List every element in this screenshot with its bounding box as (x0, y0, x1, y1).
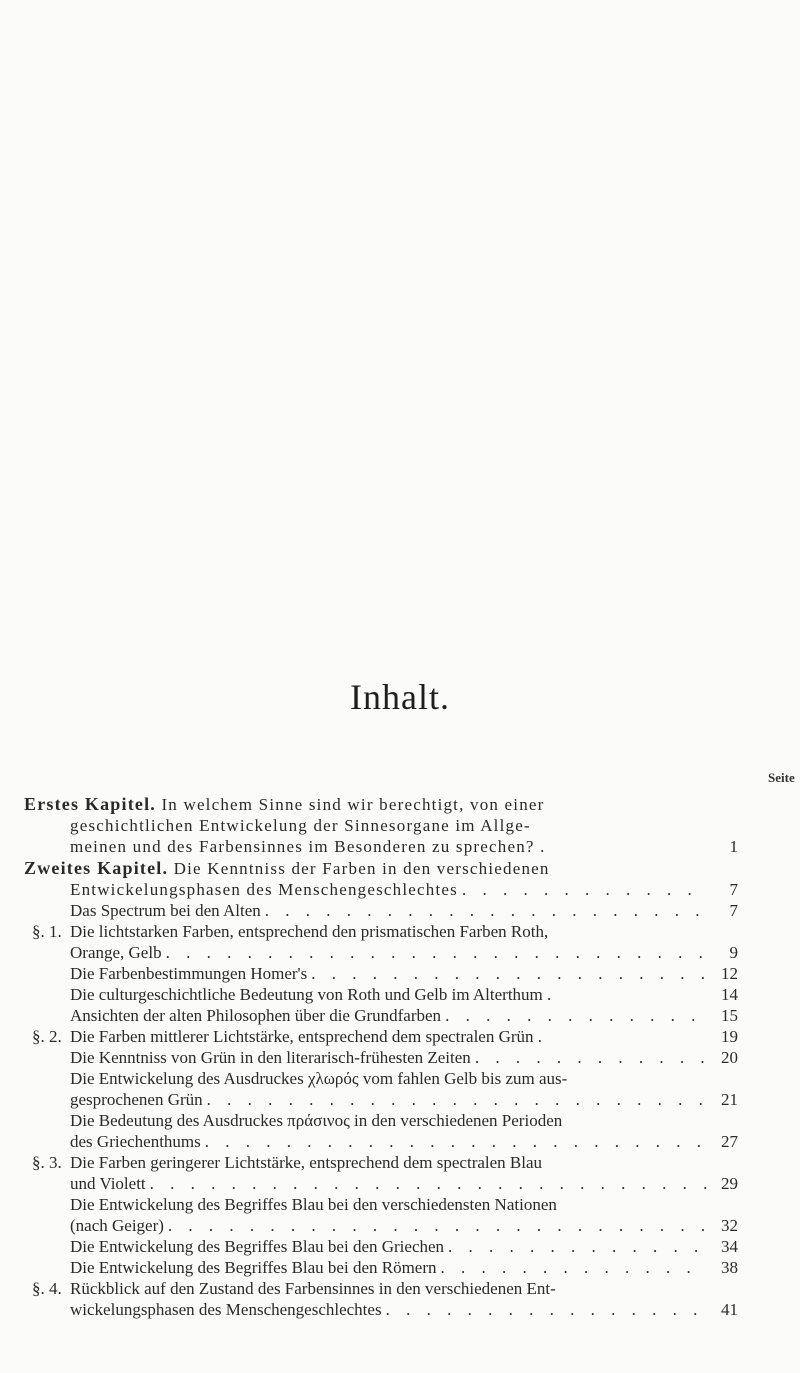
toc-line (32, 921, 738, 942)
toc-line (24, 794, 738, 815)
page-column-label: Seite (768, 770, 795, 785)
toc-line (32, 1152, 738, 1173)
page-number: 27 (721, 1132, 738, 1151)
toc-entry (70, 1257, 738, 1278)
page-number: 1 (729, 837, 738, 856)
entry-text: Die Entwickelung des Begriffes Blau bei den Griechen (70, 1237, 445, 1256)
chapter-heading: Erstes Kapitel. (24, 794, 156, 814)
entry-text: Ansichten der alten Philosophen über die Grundfarben (70, 1006, 442, 1025)
toc-entry (70, 1005, 738, 1026)
toc-line (70, 1047, 738, 1068)
toc-line (32, 1299, 738, 1320)
toc-line (32, 1173, 738, 1194)
dot-leader (168, 1215, 708, 1236)
toc-entry (24, 858, 738, 900)
entry-text: Die Bedeutung des Ausdruckes πράσινος in den verschiedenen Perioden (70, 1111, 563, 1130)
dot-leader (207, 1089, 708, 1110)
toc-entry (32, 1152, 738, 1194)
entry-text: Die Farben mittlerer Lichtstärke, entsprechend dem spectralen Grün . (70, 1027, 543, 1046)
entry-text: Die Entwickelung des Begriffes Blau bei den Römern (70, 1258, 437, 1277)
toc-entry (70, 1110, 738, 1152)
page-number: 41 (721, 1300, 738, 1319)
toc-entry (24, 794, 738, 857)
toc-line (70, 1131, 738, 1152)
page-number: 9 (729, 943, 738, 962)
entry-text: Entwickelungsphasen des Menschengeschlechtes (70, 880, 458, 899)
dot-leader (445, 1005, 708, 1026)
toc-line (70, 1068, 738, 1089)
dot-leader (386, 1299, 708, 1320)
toc-line (32, 1026, 738, 1047)
entry-text: des Griechenthums (70, 1132, 201, 1151)
toc-line (24, 858, 738, 879)
toc-line (70, 963, 738, 984)
dot-leader (166, 942, 708, 963)
toc-entry (70, 900, 738, 921)
entry-text: Die Entwickelung des Begriffes Blau bei den verschiedensten Nationen (70, 1195, 557, 1214)
toc-entry (32, 1278, 738, 1320)
page-number: 32 (721, 1216, 738, 1235)
toc-entry (70, 984, 738, 1005)
entry-text: Die Kenntniss von Grün in den literarisch-frühesten Zeiten (70, 1048, 471, 1067)
page-number: 38 (721, 1258, 738, 1277)
entry-text: geschichtlichen Entwickelung der Sinnesorgane im Allge- (70, 816, 531, 835)
entry-text: Orange, Gelb (70, 943, 162, 962)
toc-line (32, 1278, 738, 1299)
page-number: 7 (729, 901, 738, 920)
toc-entry (32, 921, 738, 963)
page-title: Inhalt. (350, 677, 450, 717)
dot-leader (441, 1257, 708, 1278)
entry-text: Die Kenntniss der Farben in den verschiedenen (168, 859, 550, 878)
toc-line (70, 1257, 738, 1278)
toc-entry (32, 1026, 738, 1047)
toc-line (70, 1215, 738, 1236)
toc-line (70, 900, 738, 921)
entry-text: meinen und des Farbensinnes im Besonderen zu sprechen? . (70, 837, 546, 856)
page-number: 19 (721, 1027, 738, 1046)
entry-text: Die Farben geringerer Lichtstärke, entsprechend dem spectralen Blau (70, 1153, 543, 1172)
dot-leader (475, 1047, 708, 1068)
entry-text: wickelungsphasen des Menschengeschlechtes (70, 1300, 382, 1319)
entry-text: Die Farbenbestimmungen Homer's (70, 964, 308, 983)
dot-leader (150, 1173, 708, 1194)
toc-line (24, 815, 738, 836)
dot-leader (311, 963, 708, 984)
chapter-heading: Zweites Kapitel. (24, 858, 169, 878)
page-number: 21 (721, 1090, 738, 1109)
section-number: §. 1. (32, 922, 62, 941)
entry-text: Das Spectrum bei den Alten (70, 901, 261, 920)
toc-entry (70, 1194, 738, 1236)
page-number: 14 (721, 985, 738, 1004)
toc-line (70, 1089, 738, 1110)
dot-leader (205, 1131, 708, 1152)
section-number: §. 3. (32, 1153, 62, 1172)
section-number: §. 4. (32, 1279, 62, 1298)
page-number: 20 (721, 1048, 738, 1067)
toc-line (70, 1005, 738, 1026)
toc-entry (70, 1068, 738, 1110)
entry-text: und Violett (70, 1174, 146, 1193)
entry-text: gesprochenen Grün (70, 1090, 203, 1109)
entry-text: Die Entwickelung des Ausdruckes χλωρός vom fahlen Gelb bis zum aus- (70, 1069, 568, 1088)
page-number: 7 (729, 880, 738, 899)
toc-line (70, 984, 738, 1005)
entry-text: Rückblick auf den Zustand des Farbensinnes in den verschiedenen Ent- (70, 1279, 556, 1298)
toc-entry (70, 963, 738, 984)
page-number: 34 (721, 1237, 738, 1256)
page-number: 15 (721, 1006, 738, 1025)
entry-text: In welchem Sinne sind wir berechtigt, von einer (156, 795, 545, 814)
toc-entry (70, 1047, 738, 1068)
toc-line (70, 1110, 738, 1131)
entry-text: (nach Geiger) (70, 1216, 164, 1235)
toc-line (70, 1236, 738, 1257)
dot-leader (448, 1236, 708, 1257)
toc-line (24, 836, 738, 857)
toc-line (70, 1194, 738, 1215)
page-number: 29 (721, 1174, 738, 1193)
toc-line (24, 879, 738, 900)
toc-line (32, 942, 738, 963)
page-number: 12 (721, 964, 738, 983)
section-number: §. 2. (32, 1027, 62, 1046)
toc-entry (70, 1236, 738, 1257)
dot-leader (265, 900, 708, 921)
entry-text: Die lichtstarken Farben, entsprechend den prismatischen Farben Roth, (70, 922, 549, 941)
dot-leader (462, 879, 708, 900)
entry-text: Die culturgeschichtliche Bedeutung von Roth und Gelb im Alterthum . (70, 985, 552, 1004)
